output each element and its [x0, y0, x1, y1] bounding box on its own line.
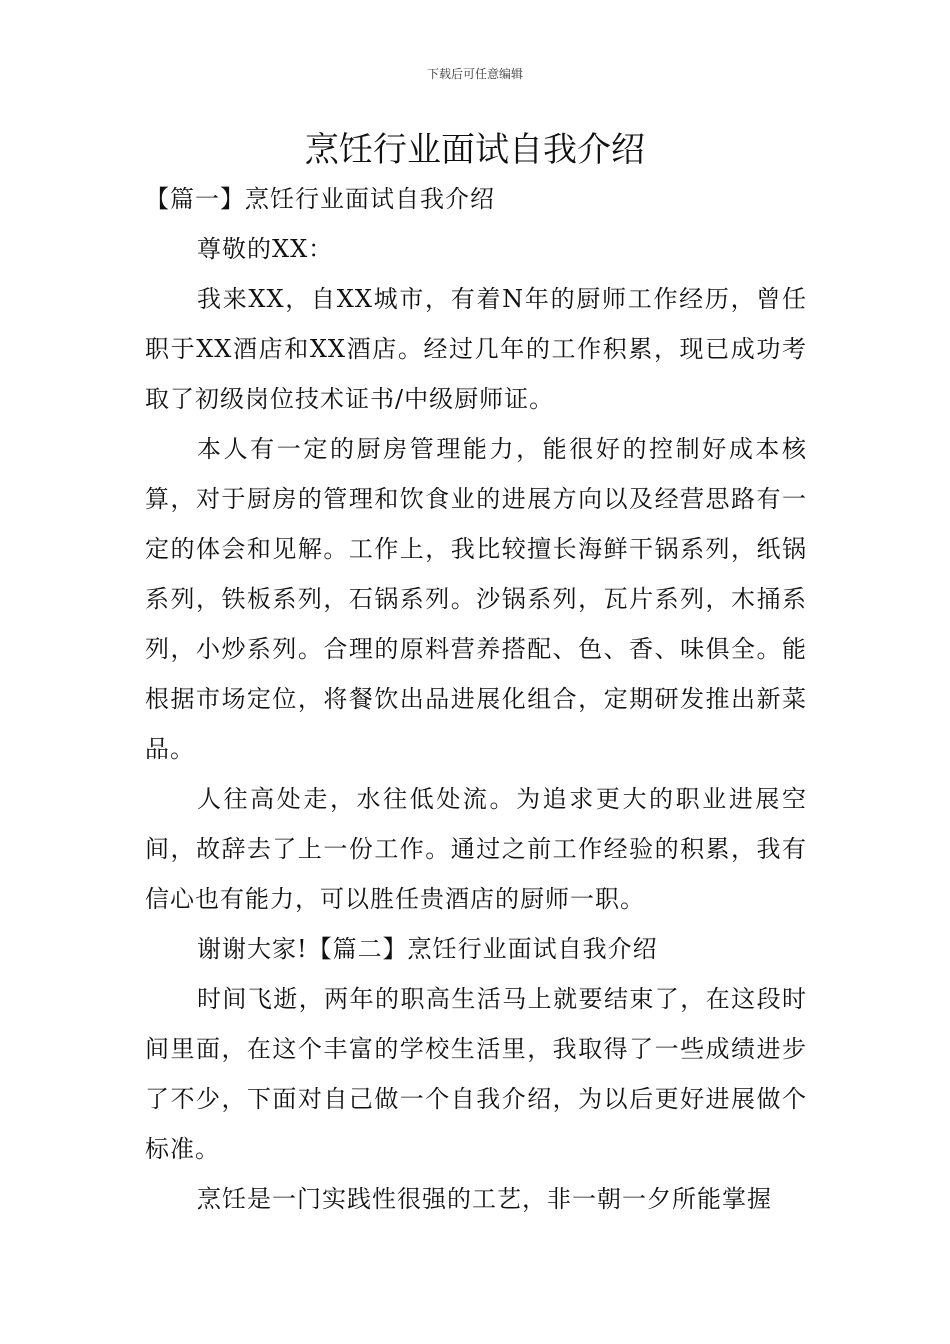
section-heading-1: 【篇一】烹饪行业面试自我介绍 [145, 185, 495, 213]
document-body [145, 174, 807, 1224]
paragraph: 烹饪是一门实践性很强的工艺，非一朝一夕所能掌握 [197, 1185, 772, 1213]
document-title: 烹饪行业面试自我介绍 [305, 130, 645, 170]
paragraph: 时间飞逝，两年的职高生活马上就要结束了，在这段时间里面，在这个丰富的学校生活里，我取得了一些成绩进步了不少，下面对自己做一个自我介绍，为以后更好进展做个标准。 [145, 985, 807, 1163]
paragraph: 人往高处走，水往低处流。为追求更大的职业进展空间，故辞去了上一份工作。通过之前工作经验的积累，我有信心也有能力，可以胜任贵酒店的厨师一职。 [145, 785, 807, 913]
closing-and-section-heading-2: 谢谢大家!【篇二】烹饪行业面试自我介绍 [197, 935, 658, 963]
paragraph: 本人有一定的厨房管理能力，能很好的控制好成本核算，对于厨房的管理和饮食业的进展方向以及经营思路有一定的体会和见解。工作上，我比较擅长海鲜干锅系列，纸锅系列，铁板系列，石锅系列。沙锅系列，瓦片系列，木捅系列，小炒系列。合理的原料营养搭配、色、香、味俱全。能根据市场定位，将餐饮出品进展化组合，定期研发推出新菜品。 [145, 435, 807, 763]
page-header: 下载后可任意编辑 [426, 67, 523, 81]
paragraph: 我来XX，自XX城市，有着N年的厨师工作经历，曾任职于XX酒店和XX酒店。经过几年的工作积累，现已成功考取了初级岗位技术证书/中级厨师证。 [145, 285, 807, 413]
salutation: 尊敬的XX： [197, 235, 334, 263]
